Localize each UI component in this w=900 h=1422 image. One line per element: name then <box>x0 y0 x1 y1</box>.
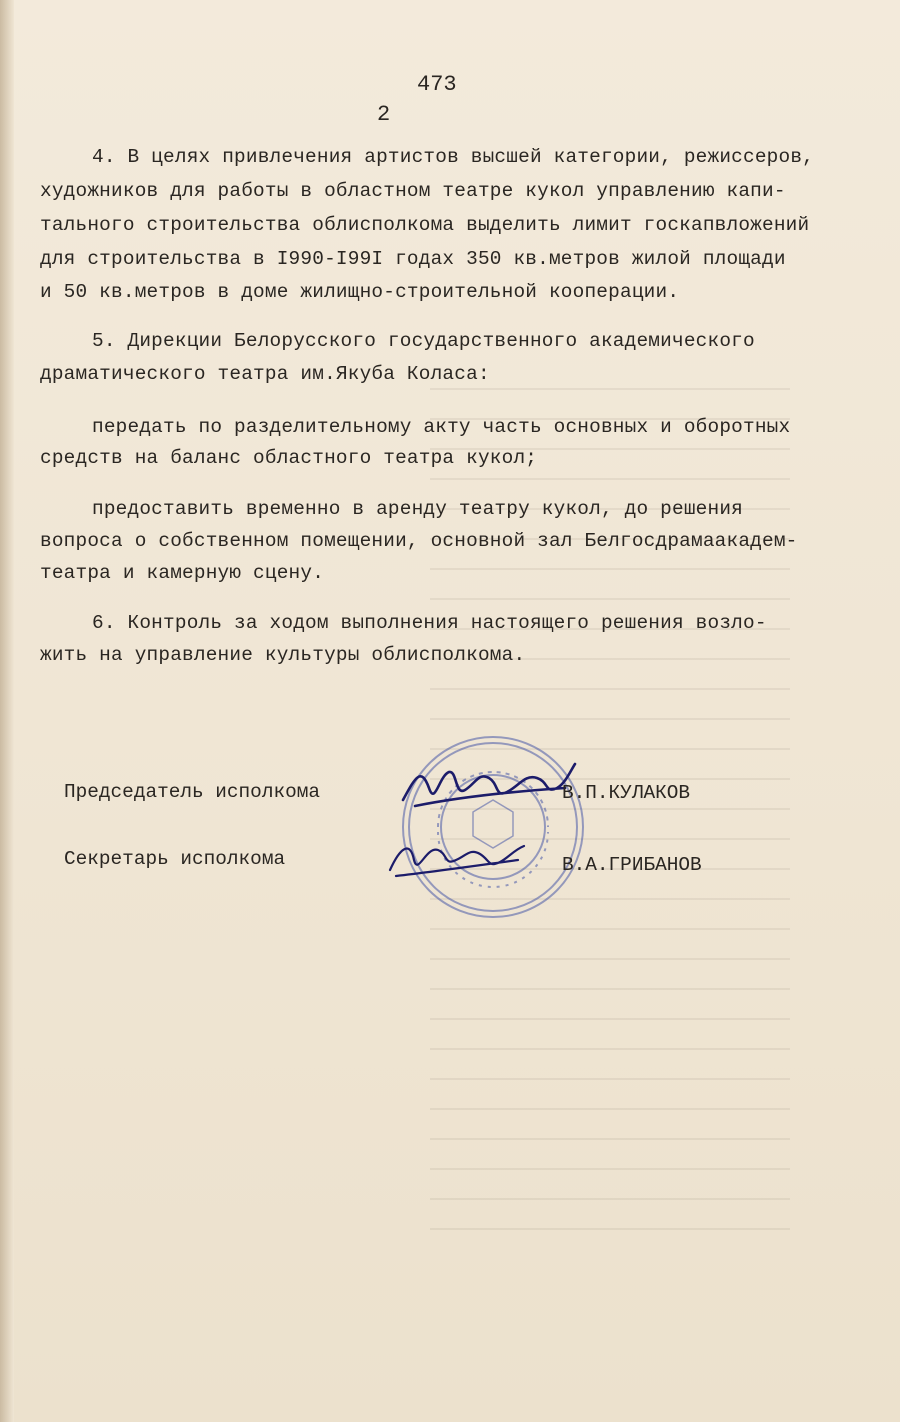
paragraph-5a-line-2: средств на баланс областного театра кукол; <box>40 447 538 469</box>
paragraph-5-line-1: 5. Дирекции Белорусского государственного академического <box>92 330 755 352</box>
paragraph-4-line-5: и 50 кв.метров в доме жилищно-строительной кооперации. <box>40 281 680 303</box>
page-edge <box>0 0 14 1422</box>
chairman-name: В.П.КУЛАКОВ <box>562 782 690 804</box>
paragraph-5a-line-1: передать по разделительному акту часть основных и оборотных <box>92 416 791 438</box>
folio-number: 473 <box>417 72 457 97</box>
secretary-signature <box>382 826 532 888</box>
paragraph-4-line-3: тального строительства облисполкома выделить лимит госкапвложений <box>40 214 810 236</box>
paragraph-5b-line-2: вопроса о собственном помещении, основной зал Белгосдрамаакадем- <box>40 530 798 552</box>
chairman-title: Председатель исполкома <box>64 781 320 803</box>
paragraph-6-line-1: 6. Контроль за ходом выполнения настоящего решения возло- <box>92 612 767 634</box>
page-number: 2 <box>377 102 391 127</box>
paragraph-5b-line-3: театра и камерную сцену. <box>40 562 325 584</box>
secretary-title: Секретарь исполкома <box>64 848 286 870</box>
secretary-name: В.А.ГРИБАНОВ <box>562 854 702 876</box>
paragraph-5-line-2: драматического театра им.Якуба Коласа: <box>40 363 490 385</box>
paragraph-4-line-2: художников для работы в областном театре кукол управлению капи- <box>40 180 786 202</box>
paragraph-4-line-4: для строительства в I990-I99I годах 350 кв.метров жилой площади <box>40 248 786 270</box>
paragraph-6-line-2: жить на управление культуры облисполкома. <box>40 644 526 666</box>
paragraph-5b-line-1: предоставить временно в аренду театру кукол, до решения <box>92 498 743 520</box>
paragraph-4-line-1: 4. В целях привлечения артистов высшей категории, режиссеров, <box>92 146 815 168</box>
